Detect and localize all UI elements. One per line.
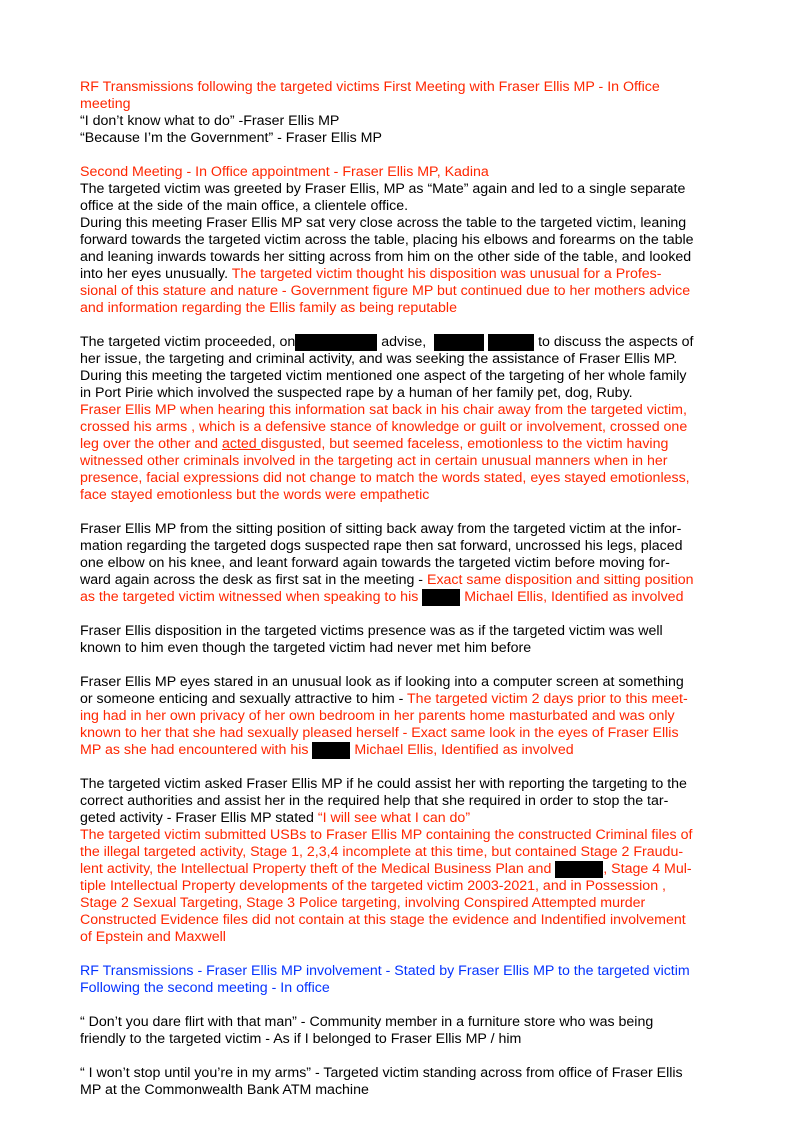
paragraph-line: one elbow on his knee, and leant forward again towards the targeted victim before moving for- (80, 555, 670, 571)
section-heading: meeting (80, 96, 131, 112)
highlighted-line: sional of this stature and nature - Government figure MP but continued due to her mothers advice (80, 283, 691, 299)
paragraph-line: friendly to the targeted victim - As if I belonged to Fraser Ellis MP / him (80, 1031, 522, 1047)
highlighted-line: known to her that she had sexually pleased herself - Exact same look in the eyes of Fraser Ellis (80, 725, 679, 741)
paragraph-line: known to him even though the targeted victim had never met him before (80, 640, 532, 656)
text-span: to discuss the aspects of (538, 334, 694, 350)
paragraph-line: mation regarding the targeted dogs suspected rape then sat forward, uncrossed his legs, placed (80, 538, 683, 554)
text-span: The targeted victim proceeded, on (80, 334, 296, 350)
paragraph-line: in Port Pirie which involved the suspected rape by a human of her family pet, dog, Ruby. (80, 385, 633, 401)
highlighted-line (80, 436, 720, 453)
text-span: ward again across the desk as first sat in the meeting - (80, 572, 427, 588)
text-span: or someone enticing and sexually attractive to him - (80, 691, 408, 707)
text-span: leg over the other and (80, 436, 222, 452)
text-span: as the targeted victim witnessed when speaking to his (80, 589, 419, 605)
paragraph-line: During this meeting Fraser Ellis MP sat very close across the table to the targeted victim, leaning (80, 215, 687, 231)
section-quote-furniture (80, 1014, 720, 1048)
text-span: MP as she had encountered with his (80, 742, 309, 758)
paragraph-line (80, 334, 720, 351)
underlined-text: acted (221, 436, 261, 452)
paragraph-line (80, 266, 720, 283)
section-heading: RF Transmissions following the targeted victims First Meeting with Fraser Ellis MP - In Office (80, 79, 660, 95)
section-usb-submission (80, 776, 720, 946)
paragraph-line (80, 810, 720, 827)
highlighted-line: Stage 2 Sexual Targeting, Stage 3 Police targeting, involving Conspired Attempted murder (80, 895, 646, 911)
paragraph-line: her issue, the targeting and criminal activity, and was seeking the assistance of Fraser Ellis MP. (80, 351, 678, 367)
section-quote-atm (80, 1065, 720, 1099)
paragraph-line: Fraser Ellis MP from the sitting position of sitting back away from the targeted victim at the infor- (80, 521, 682, 537)
paragraph-line: MP at the Commonwealth Bank ATM machine (80, 1082, 369, 1098)
section-proceeded (80, 334, 720, 504)
highlighted-line: The targeted victim submitted USBs to Fraser Ellis MP containing the constructed Criminal files of (80, 827, 693, 843)
redaction-block (312, 742, 350, 759)
text-span: , Stage 4 Mul- (603, 861, 692, 877)
text-span: into her eyes unusually. (80, 266, 232, 282)
highlighted-line (80, 861, 720, 878)
paragraph-line: The targeted victim was greeted by Fraser Ellis, MP as “Mate” again and led to a single separate (80, 181, 686, 197)
quote-line: “I don’t know what to do” -Fraser Ellis MP (80, 113, 340, 129)
redaction-block (488, 334, 534, 351)
highlighted-line (80, 589, 720, 606)
text-span: disgusted, but seemed faceless, emotionless to the victim having (260, 436, 669, 452)
highlighted-text: The targeted victim 2 days prior to this meet- (407, 691, 688, 707)
paragraph-line: Fraser Ellis disposition in the targeted victims presence was as if the targeted victim was well (80, 623, 663, 639)
highlighted-text: Exact same disposition and sitting position (426, 572, 694, 588)
redaction-block (434, 334, 484, 351)
highlighted-line: tiple Intellectual Property developments of the targeted victim 2003-2021, and in Possession , (80, 878, 666, 894)
section-eyes-stared (80, 674, 720, 759)
highlighted-line: Fraser Ellis MP when hearing this information sat back in his chair away from the targeted victim, (80, 402, 687, 418)
paragraph-line: “ Don’t you dare flirt with that man” - Community member in a furniture store who was being (80, 1014, 654, 1030)
paragraph-line (80, 691, 720, 708)
paragraph-line: Fraser Ellis MP eyes stared in an unusual look as if looking into a computer screen at something (80, 674, 684, 690)
text-span: Michael Ellis, Identified as involved (464, 589, 684, 605)
redaction-block (555, 861, 603, 878)
highlighted-line: presence, facial expressions did not change to match the words stated, eyes stayed emotionless, (80, 470, 690, 486)
highlighted-line: crossed his arms , which is a defensive stance of knowledge or guilt or involvement, crossed one (80, 419, 688, 435)
section-disposition (80, 623, 720, 657)
text-span: Michael Ellis, Identified as involved (354, 742, 574, 758)
section-heading: RF Transmissions - Fraser Ellis MP involvement - Stated by Fraser Ellis MP to the targeted victim (80, 963, 690, 979)
paragraph-line (80, 572, 720, 589)
highlighted-text: The targeted victim thought his disposition was unusual for a Profes- (231, 266, 662, 282)
document-page (80, 79, 720, 1099)
section-rf-transmissions-blue (80, 963, 720, 997)
text-span: lent activity, the Intellectual Property theft of the Medical Business Plan and (80, 861, 552, 877)
highlighted-line: of Epstein and Maxwell (80, 929, 226, 945)
paragraph-line: “ I won’t stop until you’re in my arms” - Targeted victim standing across from office of Fraser Ellis (80, 1065, 683, 1081)
highlighted-line: face stayed emotionless but the words were empathetic (80, 487, 430, 503)
quote-line: “Because I’m the Government” - Fraser Ellis MP (80, 130, 382, 146)
redaction-block (295, 334, 377, 351)
paragraph-line: and leaning inwards towards her sitting across from him on the other side of the table, and looked (80, 249, 692, 265)
section-second-meeting (80, 164, 720, 317)
paragraph-line: The targeted victim asked Fraser Ellis MP if he could assist her with reporting the targeting to the (80, 776, 687, 792)
text-span: advise, (381, 334, 427, 350)
paragraph-line: correct authorities and assist her in the required help that she required in order to stop the tar- (80, 793, 669, 809)
paragraph-line: forward towards the targeted victim across the table, placing his elbows and forearms on the table (80, 232, 694, 248)
highlighted-line (80, 742, 720, 759)
paragraph-line: During this meeting the targeted victim mentioned one aspect of the targeting of her whole family (80, 368, 687, 384)
section-sitting-position (80, 521, 720, 606)
highlighted-line: the illegal targeted activity, Stage 1, 2,3,4 incomplete at this time, but contained Stage 2 Fraudu- (80, 844, 684, 860)
highlighted-line: and information regarding the Ellis family as being reputable (80, 300, 457, 316)
text-span: geted activity - Fraser Ellis MP stated (80, 810, 318, 826)
section-heading: Second Meeting - In Office appointment - Fraser Ellis MP, Kadina (80, 164, 489, 180)
section-heading: Following the second meeting - In office (80, 980, 330, 996)
redaction-block (422, 589, 460, 606)
highlighted-line: Constructed Evidence files did not contain at this stage the evidence and Indentified involvement (80, 912, 686, 928)
paragraph-line: office at the side of the main office, a clientele office. (80, 198, 409, 214)
highlighted-line: witnessed other criminals involved in the targeting act in certain unusual manners when in her (80, 453, 668, 469)
highlighted-line: ing had in her own privacy of her own bedroom in her parents home masturbated and was only (80, 708, 675, 724)
section-first-meeting (80, 79, 720, 147)
highlighted-text: “I will see what I can do” (317, 810, 471, 826)
